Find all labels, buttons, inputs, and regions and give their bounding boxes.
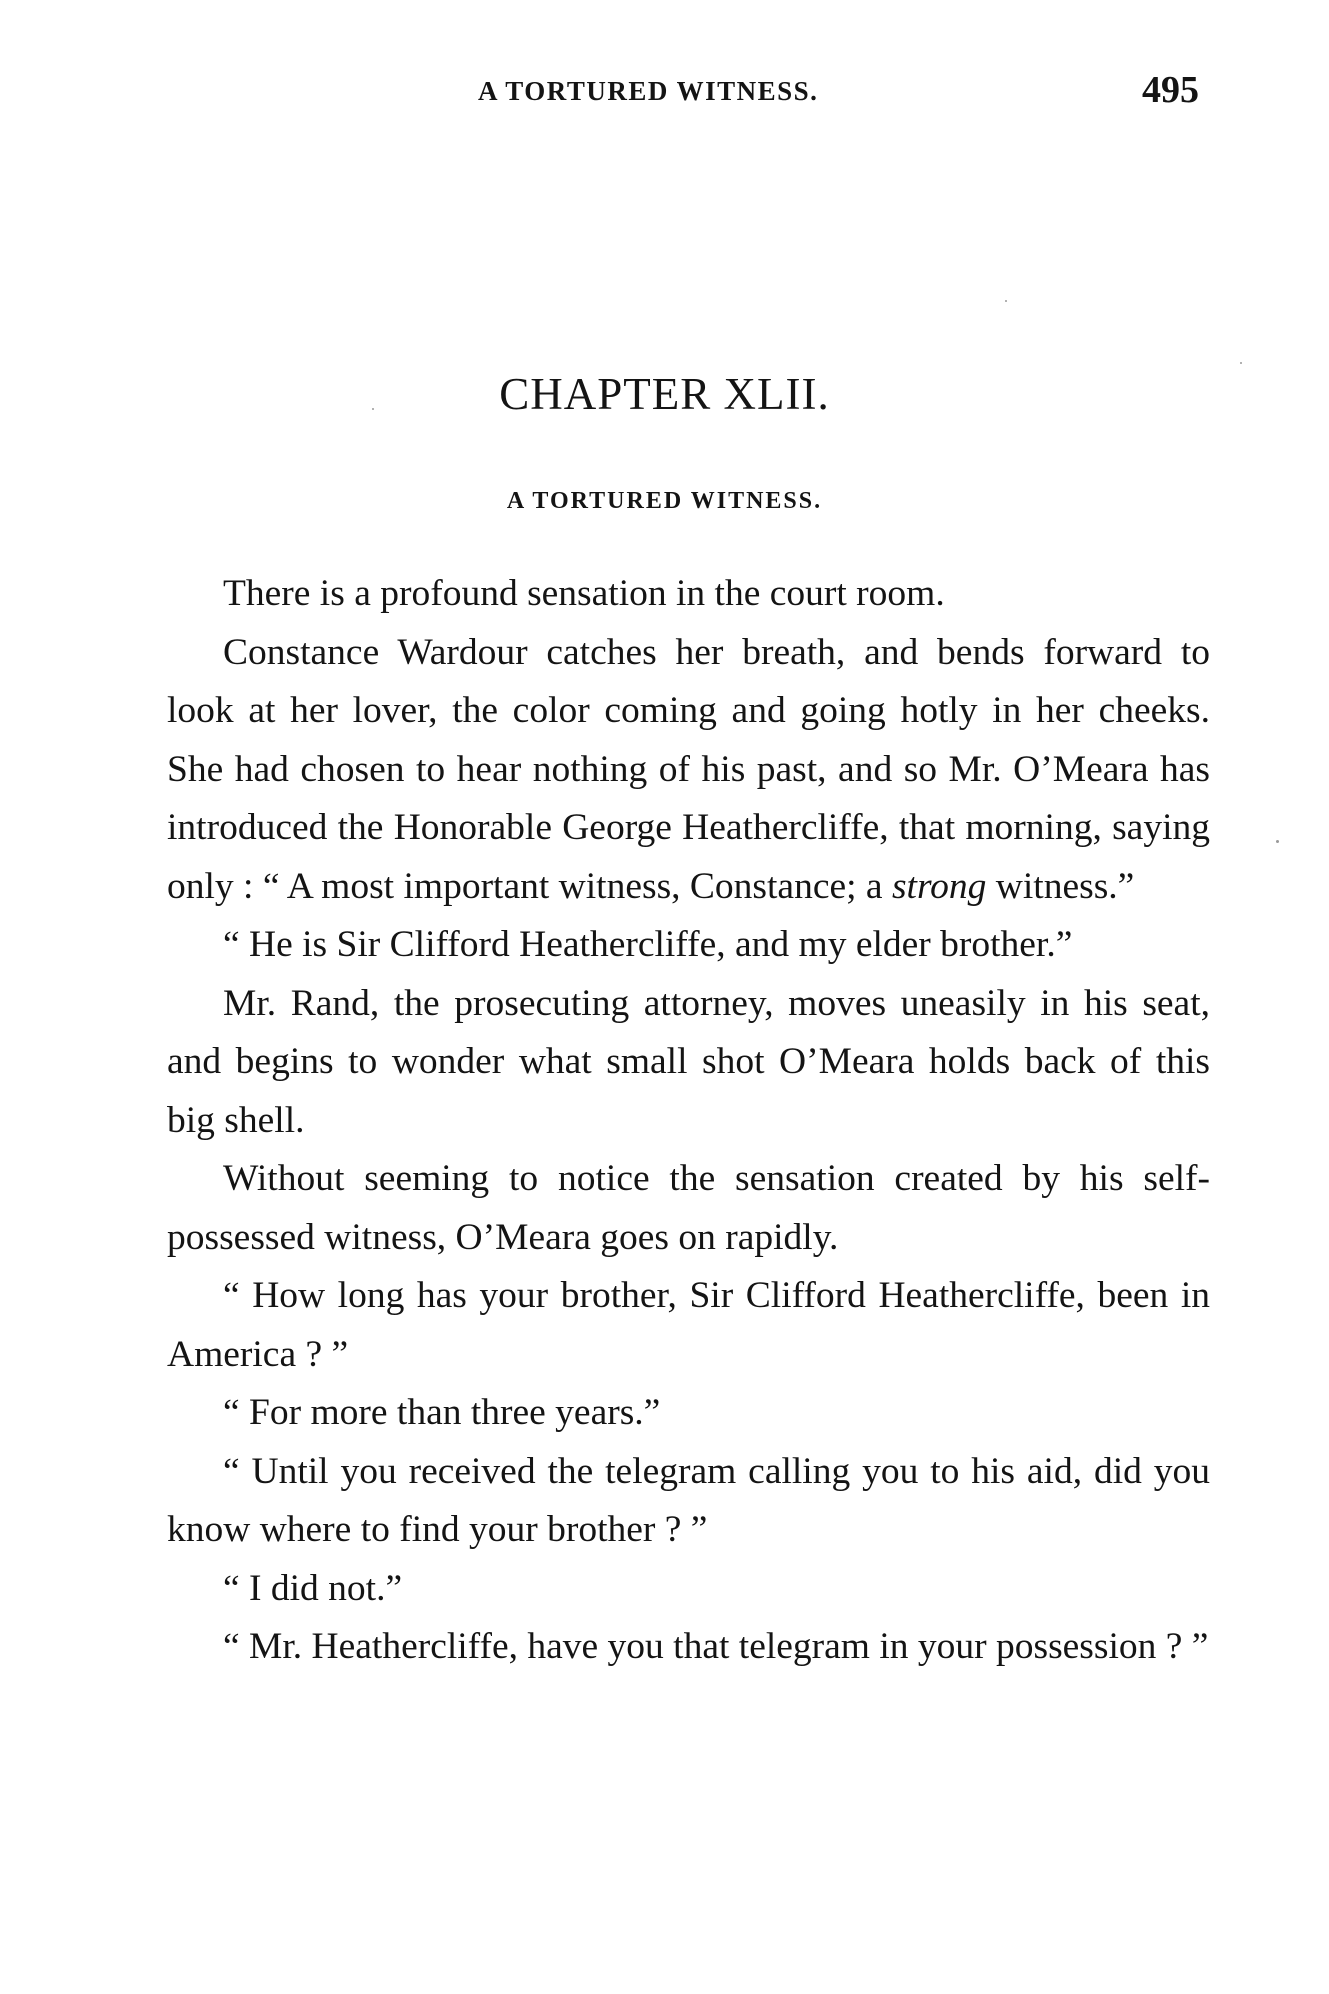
paragraph-8: “ Until you received the telegram calling you to his aid, did you know where to find your brother ? ” <box>167 1450 1210 1550</box>
paper-speck <box>1240 362 1242 364</box>
paragraph-2-end: witness.” <box>986 865 1135 907</box>
paragraph-10: “ Mr. Heathercliffe, have you that telegram in your possession ? ” <box>223 1626 1209 1667</box>
body-text <box>167 565 1210 1677</box>
running-title: A TORTURED WITNESS. <box>478 76 819 106</box>
paragraph-2-text: Constance Wardour catches her breath, and bends forward to look at her lover, the color coming and going hotly in her cheeks. She had chosen to hear nothing of his past, and so Mr. O’Meara has introduced the Honorable George Heathercliffe, that morning, saying only : “ A most important witness, Constance; a <box>167 631 1210 907</box>
paragraph-7: “ For more than three years.” <box>223 1392 661 1433</box>
paragraph-2 <box>167 624 1210 917</box>
chapter-title: A TORTURED WITNESS. <box>506 488 823 514</box>
paper-speck <box>1005 300 1007 302</box>
paragraph-1: There is a profound sensation in the court room. <box>223 573 945 614</box>
emphasis-strong: strong <box>891 865 987 907</box>
paper-speck <box>1276 840 1279 843</box>
paragraph-3: “ He is Sir Clifford Heathercliffe, and my elder brother.” <box>223 924 1073 965</box>
chapter-number: CHAPTER XLII. <box>499 369 830 419</box>
paragraph-6: “ How long has your brother, Sir Clifford Heathercliffe, been in America ? ” <box>167 1275 1210 1375</box>
paragraph-9: “ I did not.” <box>223 1567 403 1609</box>
page-number: 495 <box>1142 69 1199 111</box>
paper-speck <box>372 408 374 410</box>
paragraph-4: Mr. Rand, the prosecuting attorney, moves uneasily in his seat, and begins to wonder what small shot O’Meara holds back of this big shell. <box>167 982 1210 1141</box>
paragraph-5: Without seeming to notice the sensation created by his self-possessed witness, O’Meara goes on rapidly. <box>167 1158 1210 1258</box>
running-head <box>0 68 1329 118</box>
